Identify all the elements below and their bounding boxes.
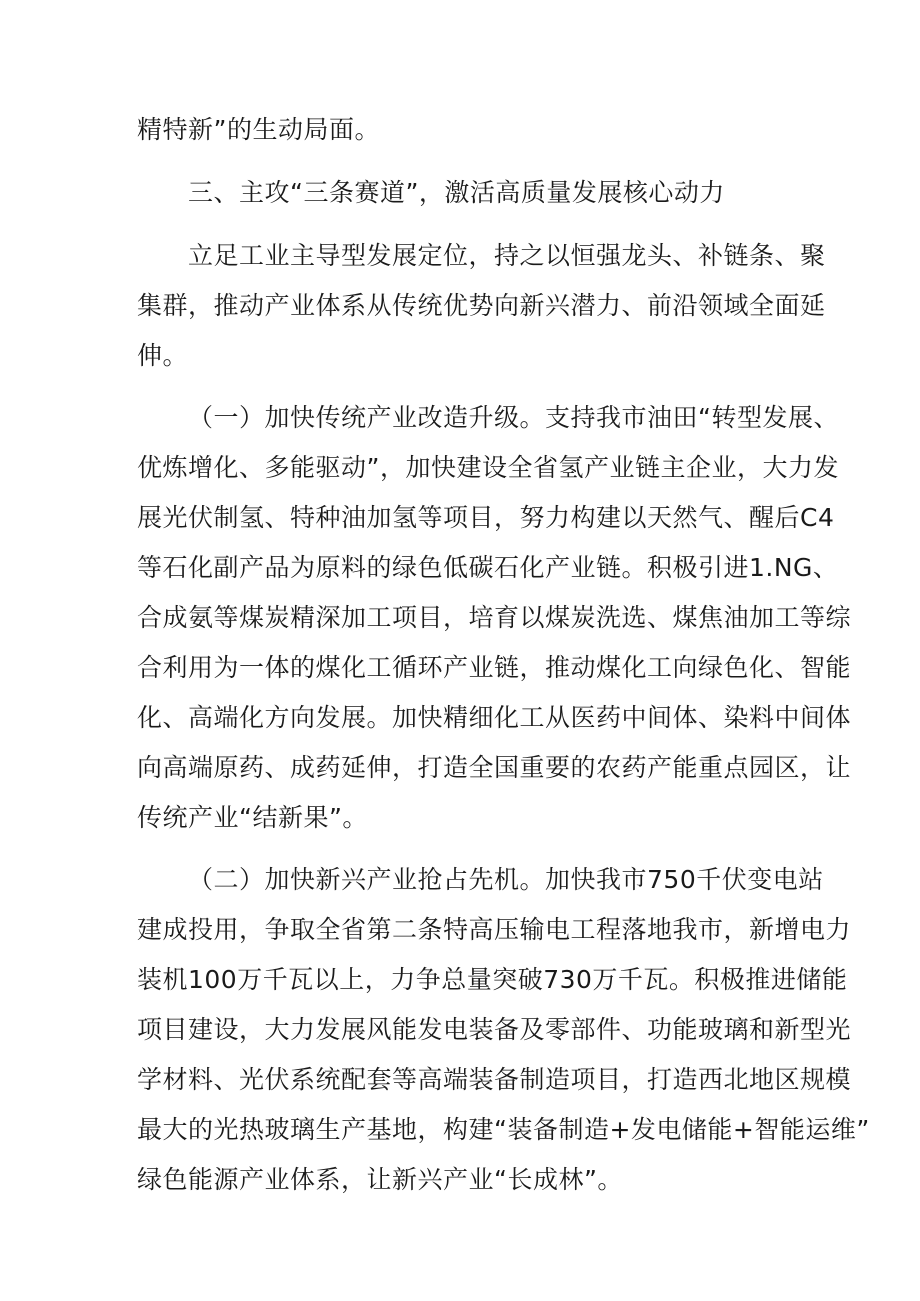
paragraph-line: 向高端原药、成药延伸，打造全国重要的农药产能重点园区，让 bbox=[137, 753, 852, 782]
paragraph-line: 最大的光热玻璃生产基地，构建“装备制造+发电储能+智能运维” bbox=[137, 1115, 870, 1144]
paragraph-line: 优炼增化、多能驱动”，加快建设全省氢产业链主企业，大力发 bbox=[137, 453, 839, 482]
paragraph-line: 合成氨等煤炭精深加工项目，培育以煤炭洗选、煤焦油加工等综 bbox=[137, 603, 852, 632]
paragraph-line: 装机100万千瓦以上，力争总量突破730万千瓦。积极推进储能 bbox=[137, 965, 848, 994]
section-heading: 三、主攻“三条赛道”，激活高质量发展核心动力 bbox=[188, 178, 725, 207]
paragraph-line: 绿色能源产业体系，让新兴产业“长成林”。 bbox=[137, 1165, 623, 1194]
paragraph-line: 项目建设，大力发展风能发电装备及零部件、功能玻璃和新型光 bbox=[137, 1015, 852, 1044]
paragraph-line: （一）加快传统产业改造升级。支持我市油田“转型发展、 bbox=[188, 403, 839, 432]
paragraph-line: 展光伏制氢、特种油加氢等项目，努力构建以天然气、醒后C4 bbox=[137, 503, 835, 532]
paragraph-line: 建成投用，争取全省第二条特高压输电工程落地我市，新增电力 bbox=[137, 915, 852, 944]
paragraph-line: 集群，推动产业体系从传统优势向新兴潜力、前沿领域全面延 bbox=[137, 291, 826, 320]
paragraph-line: 化、高端化方向发展。加快精细化工从医药中间体、染料中间体 bbox=[137, 703, 852, 732]
paragraph-line: 立足工业主导型发展定位，持之以恒强龙头、补链条、聚 bbox=[188, 241, 826, 270]
paragraph-line: 等石化副产品为原料的绿色低碳石化产业链。积极引进1.NG、 bbox=[137, 553, 839, 582]
paragraph-line: 伸。 bbox=[137, 341, 189, 370]
paragraph-line: （二）加快新兴产业抢占先机。加快我市750千伏变电站 bbox=[188, 865, 824, 894]
paragraph-line: 精特新”的生动局面。 bbox=[137, 115, 380, 144]
paragraph-line: 学材料、光伏系统配套等高端装备制造项目，打造西北地区规模 bbox=[137, 1065, 852, 1094]
paragraph-line: 合利用为一体的煤化工循环产业链，推动煤化工向绿色化、智能 bbox=[137, 653, 852, 682]
paragraph-line: 传统产业“结新果”。 bbox=[137, 803, 368, 832]
